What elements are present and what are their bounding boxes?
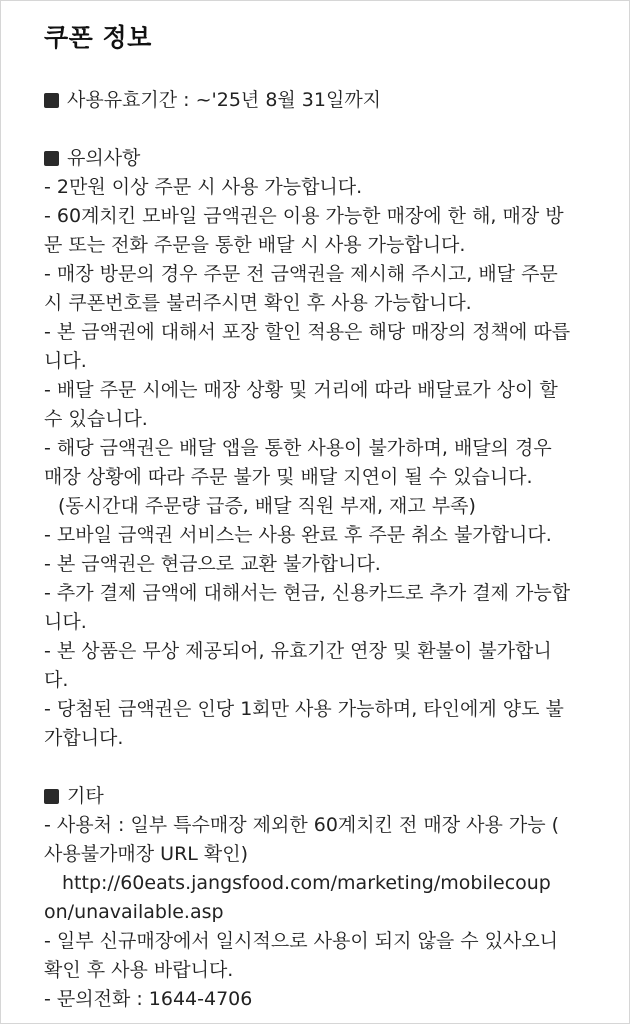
unavailable-stores-link[interactable]: http://60eats.jangsfood.com/marketing/mobilecoup [62,872,551,894]
notes-line: - 본 금액권에 대해서 포장 할인 적용은 해당 매장의 정책에 따릅 [44,321,571,343]
notes-line: 문 또는 전화 주문을 통한 배달 시 사용 가능합니다. [44,234,466,256]
coupon-info-content [44,86,604,1014]
square-bullet-icon [44,789,59,804]
notes-line: 니다. [44,611,87,633]
notes-line: - 모바일 금액권 서비스는 사용 완료 후 주문 취소 불가합니다. [44,524,552,546]
notes-line: - 당첨된 금액권은 인당 1회만 사용 가능하며, 타인에게 양도 불 [44,698,564,720]
notes-line: - 본 금액권은 현금으로 교환 불가합니다. [44,553,381,575]
notes-line: - 60계치킨 모바일 금액권은 이용 가능한 매장에 한 해, 매장 방 [44,205,564,227]
notes-line: 시 쿠폰번호를 불러주시면 확인 후 사용 가능합니다. [44,292,472,314]
spacer [44,753,604,782]
notes-line: - 2만원 이상 주문 시 사용 가능합니다. [44,176,363,198]
notes-line: 매장 상황에 따라 주문 불가 및 배달 지연이 될 수 있습니다. [44,466,533,488]
notes-line: 다. [44,669,69,691]
etc-line: - 일부 신규매장에서 일시적으로 사용이 되지 않을 수 있사오니 [44,930,559,952]
etc-heading-text: 기타 [67,785,104,807]
square-bullet-icon [44,151,59,166]
etc-line: - 사용처 : 일부 특수매장 제외한 60계치킨 전 매장 사용 가능 ( [44,814,560,836]
etc-line: 사용불가매장 URL 확인) [44,843,249,865]
square-bullet-icon [44,93,59,108]
etc-line: 확인 후 사용 바랍니다. [44,959,234,981]
etc-heading [44,782,604,811]
validity-section [44,86,604,115]
notes-line: - 추가 결제 금액에 대해서는 현금, 신용카드로 추가 결제 가능합 [44,582,571,604]
notes-line: (동시간대 주문량 급증, 배달 직원 부재, 재고 부족) [58,495,476,517]
notes-line: - 해당 금액권은 배달 앱을 통한 사용이 불가하며, 배달의 경우 [44,437,552,459]
notes-line: 수 있습니다. [44,408,148,430]
page-title: 쿠폰 정보 [44,23,152,52]
notes-heading-text: 유의사항 [67,147,141,169]
spacer [44,115,604,144]
notes-line: 니다. [44,350,87,372]
notes-line: 가합니다. [44,727,124,749]
unavailable-stores-link-cont[interactable]: on/unavailable.asp [44,901,224,923]
validity-text: 사용유효기간 : ~'25년 8월 31일까지 [67,89,382,111]
notes-line: - 배달 주문 시에는 매장 상황 및 거리에 따라 배달료가 상이 할 [44,379,558,401]
notes-heading [44,144,604,173]
contact-phone: - 문의전화 : 1644-4706 [44,988,253,1010]
notes-line: - 본 상품은 무상 제공되어, 유효기간 연장 및 환불이 불가합니 [44,640,552,662]
notes-line: - 매장 방문의 경우 주문 전 금액권을 제시해 주시고, 배달 주문 [44,263,558,285]
